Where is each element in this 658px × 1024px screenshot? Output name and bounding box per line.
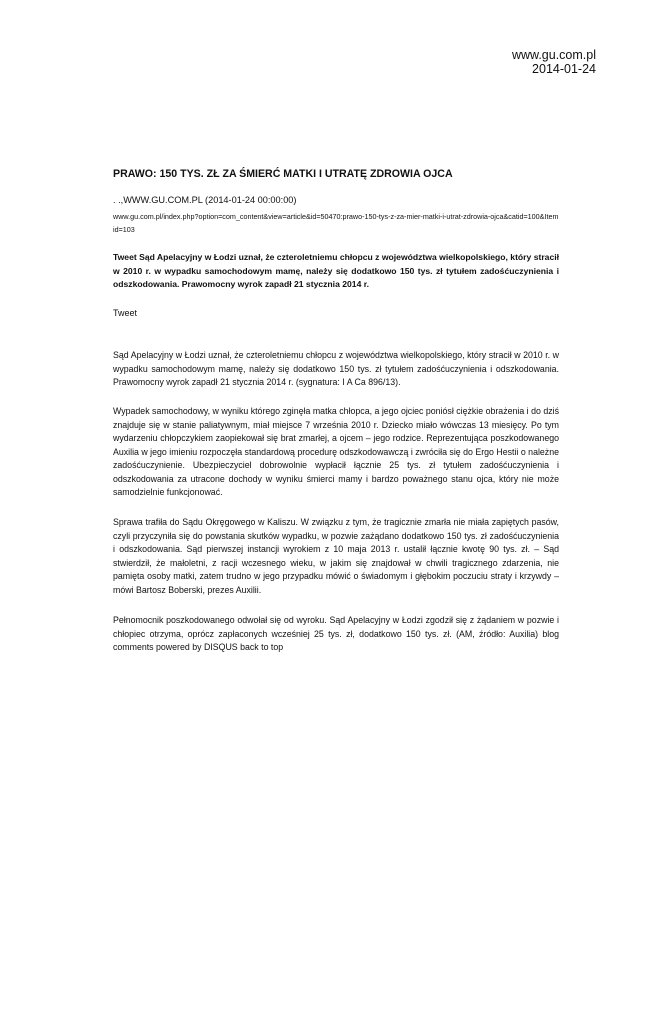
article-paragraph: Wypadek samochodowy, w wyniku którego zginęła matka chłopca, a jego ojciec poniósł ciężkie obrażenia i do dziś znajduje się w stanie paliatywnym, miał miejsce 7 września 2010 r. Dziecko miało wówczas 13 miesięcy. Po tym wydarzeniu chłopczykiem zaopiekował się brat zmarłej, a ojcem – jego rodzice. Reprezentująca poszkodowanego Auxilia w jego imieniu rozpoczęła standardową procedurę odszkodowawczą i zwróciła się do Ergo Hestii o należne zadośćuczynienie. Ubezpieczyciel dobrowolnie wypłacił łącznie 25 tys. zł tytułem zadośćuczynienia i odszkodowania za utracone dochody w wyniku śmierci mamy i bardzo poważnego stanu ojca, który nie może samodzielnie funkcjonować. [113,406,559,497]
article-paragraph: Pełnomocnik poszkodowanego odwołał się od wyroku. Sąd Apelacyjny w Łodzi zgodził się z żądaniem w pozwie i chłopiec otrzyma, oprócz zapłaconych wcześniej 25 tys. zł, dodatkowo 150 tys. zł. (AM, źródło: Auxilia) blog comments powered by DISQUS back to top [113,615,559,652]
article-url: www.gu.com.pl/index.php?option=com_content&view=article&id=50470:prawo-150-tys-z-za-mier-matki-i-utrat-zdrowia-ojca&catid=100&Itemid=103 [113,212,559,234]
site-name: www.gu.com.pl [511,48,596,62]
tweet-link[interactable]: Tweet [113,308,138,318]
article-paragraph: Sprawa trafiła do Sądu Okręgowego w Kaliszu. W związku z tym, że tragicznie zmarła nie miała zapiętych pasów, czyli przyczyniła się do powstania skutków wypadku, w pozwie zażądano dodatkowo 150 tys. zł zadośćuczynienia i odszkodowania. Sąd pierwszej instancji wyrokiem z 10 maja 2013 r. ustalił łącznie kwotę 90 tys. zł. – Sąd stwierdził, że małoletni, z racji wczesnego wieku, w jakim się znajdował w chwili tragicznego zdarzenia, nie pamięta osoby matki, zatem trudno w jego przypadku mówić o świadomym i głębokim poczuciu straty i krzywdy – mówi Bartosz Boberski, prezes Auxilii. [113,517,559,595]
page-header [512,48,596,76]
article-lead: Tweet Sąd Apelacyjny w Łodzi uznał, że czteroletniemu chłopcu z województwa wielkopolskiego, który stracił w 2010 r. w wypadku samochodowym mamę, należy się dodatkowo 150 tys. zł tytułem zadośćuczynienia i odszkodowania. Prawomocny wyrok zapadł 21 stycznia 2014 r. [113,252,560,289]
header-date: 2014-01-24 [532,62,596,76]
article-title: PRAWO: 150 TYS. ZŁ ZA ŚMIERĆ MATKI I UTRATĘ ZDROWIA OJCA [113,168,453,180]
article-meta: . .,WWW.GU.COM.PL (2014-01-24 00:00:00) [113,195,297,205]
article-paragraph: Sąd Apelacyjny w Łodzi uznał, że czteroletniemu chłopcu z województwa wielkopolskiego, który stracił w 2010 r. w wypadku samochodowym mamę, należy się dodatkowo 150 tys. zł tytułem zadośćuczynienia i odszkodowania. Prawomocny wyrok zapadł 21 stycznia 2014 r. (sygnatura: I A Ca 896/13). [113,350,559,387]
